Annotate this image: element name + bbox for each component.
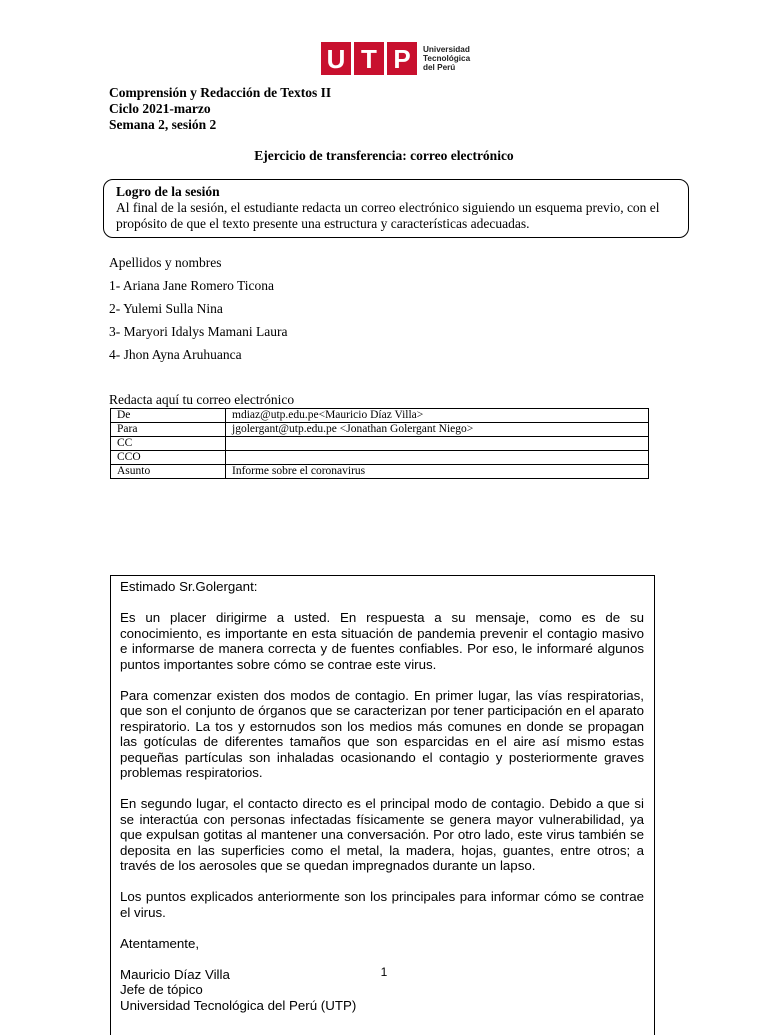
letter-closing: Atentamente, <box>120 935 200 951</box>
email-field-label: CC <box>111 437 226 451</box>
letter-paragraph: En segundo lugar, el contacto directo es el principal modo de contagio. Debido a que si se interactúa con personas infectadas físicamente se genera mayor vulnerabilidad, ya que expulsan gotitas al mantener una conversación. Por otro lado, este virus también se deposita en las superficies como el metal, la madera, hojas, guantes, entre otros; a través de los aerosoles que se quedan impregnados durante un lapso. <box>120 796 644 873</box>
email-row-to <box>111 423 649 437</box>
page-number: 1 <box>380 965 388 979</box>
letter-greeting: Estimado Sr.Golergant: <box>120 579 258 594</box>
letter-paragraph: Los puntos explicados anteriormente son los principales para informar cómo se contrae el virus. <box>120 889 644 920</box>
authors-label: Apellidos y nombres <box>109 255 222 270</box>
session-goal-text: Al final de la sesión, el estudiante redacta un correo electrónico siguiendo un esquema previo, con el propósito de que el texto presente una estructura y características adecuadas. <box>116 200 660 231</box>
email-field-label: De <box>111 409 226 423</box>
email-field-value: jgolergant@utp.edu.pe <Jonathan Golergant Niego> <box>226 423 649 437</box>
logo-letter-p: P <box>387 42 417 75</box>
letter-paragraph: Es un placer dirigirme a usted. En respuesta a su mensaje, como es de su conocimiento, es importante en esta situación de pandemia prevenir el contagio masivo e informarse de manera correcta y de fuentes confiables. Por eso, le informaré algunos puntos importantes sobre cómo se contrae este virus. <box>120 610 644 672</box>
logo-wordmark <box>423 45 470 72</box>
signature-role: Jefe de tópico <box>120 982 203 997</box>
email-section-label: Redacta aquí tu correo electrónico <box>109 392 295 407</box>
logo-line: Universidad <box>423 45 470 54</box>
logo-line: del Perú <box>423 63 456 72</box>
logo-letter-u: U <box>321 42 351 75</box>
session-goal-box <box>103 179 689 238</box>
email-field-value: Informe sobre el coronavirus <box>226 465 649 479</box>
course-week: Semana 2, sesión 2 <box>109 117 217 132</box>
course-header <box>109 85 331 133</box>
email-row-bcc <box>111 451 649 465</box>
utp-logo <box>321 42 470 75</box>
signature-name: Mauricio Díaz Villa <box>120 966 230 982</box>
logo-line: Tecnológica <box>423 54 471 63</box>
author-item: 4- Jhon Ayna Aruhuanca <box>109 347 242 362</box>
email-field-label: Asunto <box>111 465 226 479</box>
authors-list <box>109 255 287 370</box>
exercise-title: Ejercicio de transferencia: correo electrónico <box>254 148 514 163</box>
author-item: 3- Maryori Idalys Mamani Laura <box>109 324 288 339</box>
email-header-table <box>110 408 649 479</box>
email-field-value: mdiaz@utp.edu.pe<Mauricio Díaz Villa> <box>226 409 649 423</box>
letter-paragraph: Para comenzar existen dos modos de contagio. En primer lugar, las vías respiratorias, que son el conjunto de órganos que se caracterizan por tener participación en el aparato respiratorio. La tos y estornudos son los medios más comunes en donde se propagan las gotículas de diferentes tamaños que son esparcidas en el aire así mismo estas pequeñas partículas son inhaladas ocasionando el contagio y posteriormente graves problemas respiratorios. <box>120 687 644 780</box>
email-field-label: CCO <box>111 451 226 465</box>
email-row-subject <box>111 465 649 479</box>
course-title: Comprensión y Redacción de Textos II <box>109 85 332 100</box>
session-goal-title: Logro de la sesión <box>116 184 220 199</box>
course-cycle: Ciclo 2021-marzo <box>109 101 211 116</box>
logo-letter-t: T <box>354 42 384 75</box>
author-item: 2- Yulemi Sulla Nina <box>109 301 223 316</box>
signature-organization: Universidad Tecnológica del Perú (UTP) <box>120 997 357 1013</box>
email-field-value <box>226 451 649 465</box>
email-field-value <box>226 437 649 451</box>
utp-logo-mark <box>321 42 417 75</box>
author-item: 1- Ariana Jane Romero Ticona <box>109 278 274 293</box>
email-row-cc <box>111 437 649 451</box>
email-row-from <box>111 409 649 423</box>
email-field-label: Para <box>111 423 226 437</box>
